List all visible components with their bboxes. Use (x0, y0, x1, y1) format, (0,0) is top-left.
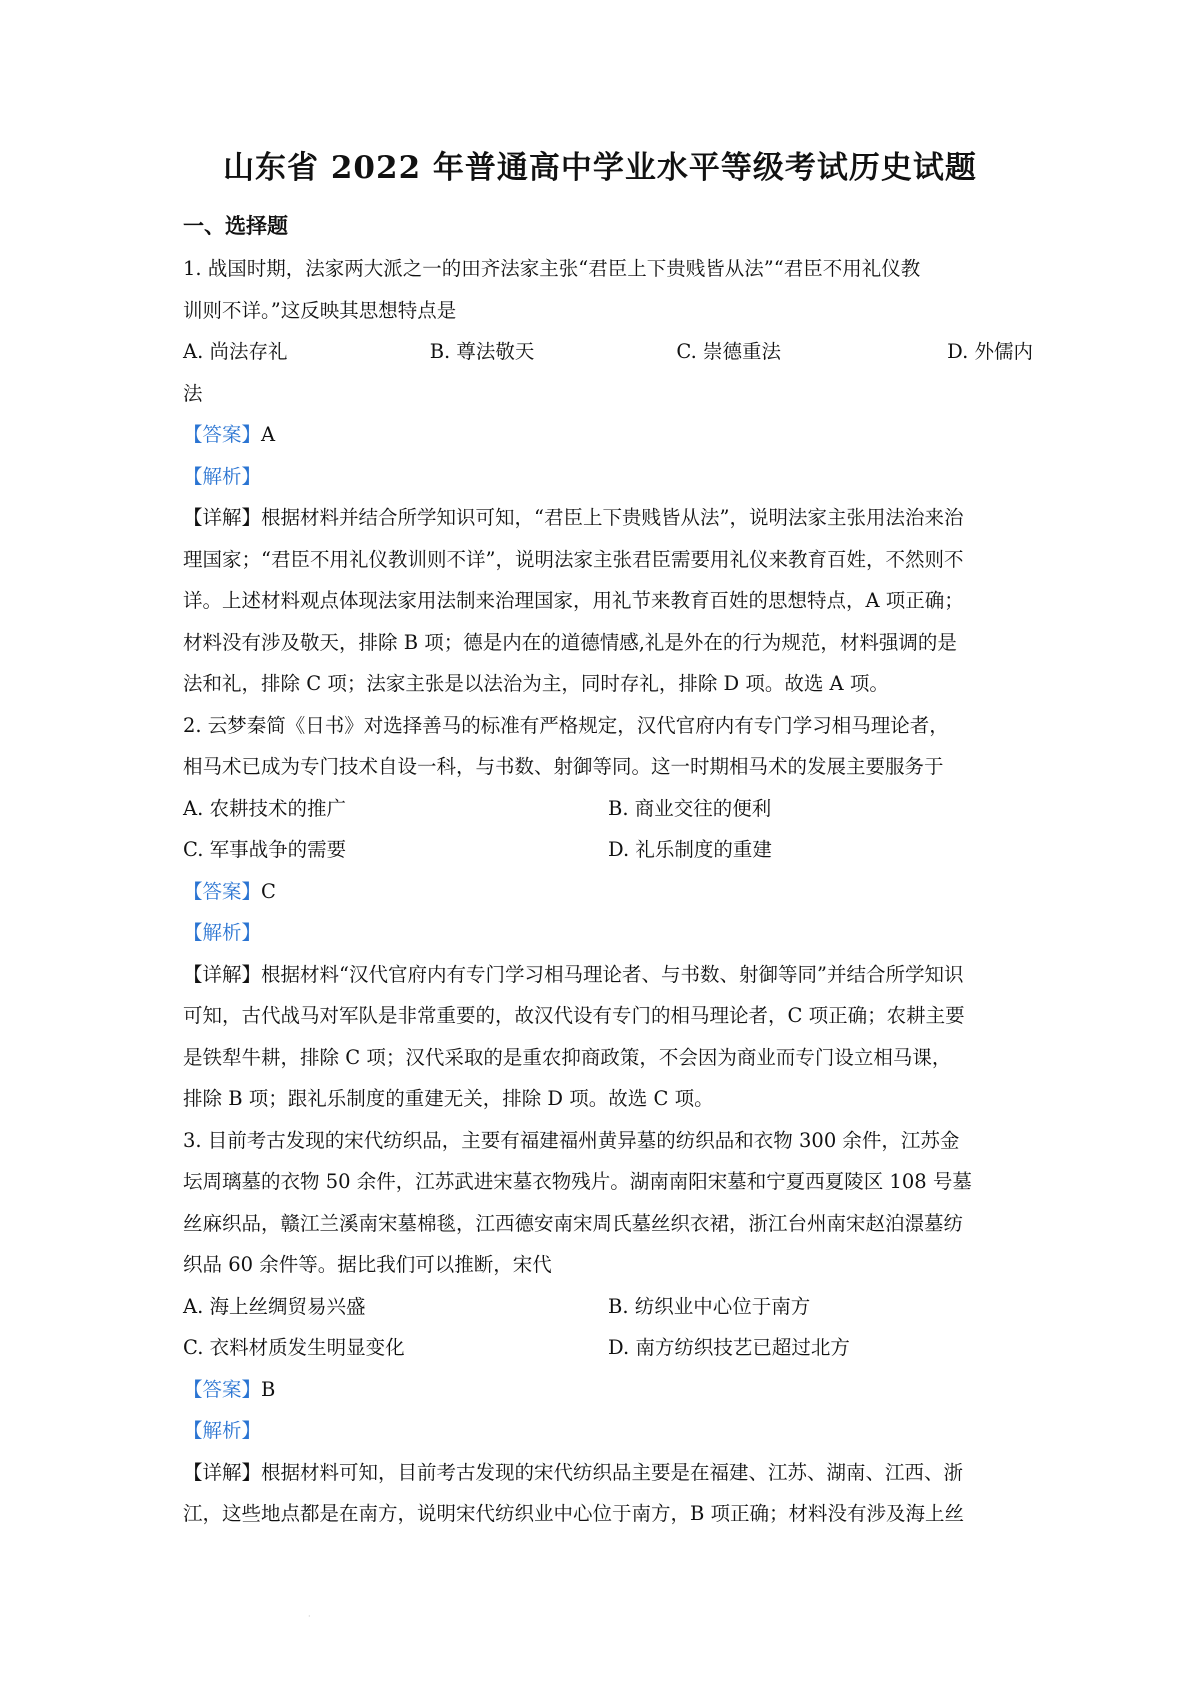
option-b: B. 商业交往的便利 (608, 796, 772, 820)
answer-label: 【答案】 (183, 1377, 262, 1401)
question-stem-line: 1. 战国时期，法家两大派之一的田齐法家主张“君臣上下贵贱皆从法”“君臣不用礼仪教 (183, 257, 921, 280)
option-d: D. 礼乐制度的重建 (608, 838, 772, 861)
option-c: C. 衣料材质发生明显变化 (183, 1336, 405, 1359)
detail-label: 【详解】 (183, 506, 262, 529)
analysis-label-line (183, 456, 1033, 498)
option-c: C. 崇德重法 (676, 340, 782, 363)
detail-text: 根据材料并结合所学知识可知，“君臣上下贵贱皆从法”，说明法家主张用法治来治 (261, 506, 964, 529)
detail-line: 理国家；“君臣不用礼仪教训则不详”，说明法家主张君臣需要用礼仪来教育百姓，不然则不 (183, 547, 964, 571)
options-row (183, 331, 1033, 373)
question-stem-line: 相马术已成为专门技术自设一科，与书数、射御等同。这一时期相马术的发展主要服务于 (183, 755, 944, 778)
options-row (183, 1327, 1033, 1369)
options-row (183, 1286, 1033, 1328)
answer-line (183, 1369, 1033, 1411)
detail-line: 可知，古代战马对军队是非常重要的，故汉代设有专门的相马理论者，C 项正确；农耕主要 (183, 1004, 965, 1027)
detail-line: 详。上述材料观点体现法家用法制来治理国家，用礼节来教育百姓的思想特点，A 项正确； (183, 589, 964, 612)
question-1 (183, 248, 1033, 705)
answer-label: 【答案】 (183, 423, 262, 446)
answer-value: C (261, 879, 276, 903)
question-stem-line: 丝麻织品，赣江兰溪南宋墓棉毯，江西德安南宋周氏墓丝织衣裙，浙江台州南宋赵泊澋墓纺 (183, 1211, 964, 1235)
answer-line (183, 871, 1033, 913)
option-wrap-line: 法 (183, 381, 203, 405)
question-stem-line: 2. 云梦秦简《日书》对选择善马的标准有严格规定，汉代官府内有专门学习相马理论者， (183, 713, 949, 737)
option-d: D. 南方纺织技艺已超过北方 (608, 1336, 850, 1359)
detail-line (183, 497, 1033, 539)
option-d: D. 外儒内 (947, 340, 1033, 363)
detail-line: 是铁犁牛耕，排除 C 项；汉代采取的是重农抑商政策，不会因为商业而专门设立相马课， (183, 1045, 952, 1069)
analysis-label-line (183, 1410, 1033, 1452)
answer-value: B (261, 1377, 276, 1401)
analysis-label: 【解析】 (183, 921, 262, 944)
question-3 (183, 1120, 1033, 1535)
option-a: A. 尚法存礼 (183, 340, 288, 363)
question-stem-line: 坛周璃墓的衣物 50 余件，江苏武进宋墓衣物残片。湖南南阳宋墓和宁夏西夏陵区 108 号墓 (183, 1170, 972, 1193)
detail-line: 排除 B 项；跟礼乐制度的重建无关，排除 D 项。故选 C 项。 (183, 1087, 714, 1110)
answer-line (183, 414, 1033, 456)
footer-mark: · (308, 1612, 311, 1621)
detail-text: 根据材料“汉代官府内有专门学习相马理论者、与书数、射御等同”并结合所学知识 (261, 962, 964, 986)
document-body (183, 204, 1033, 1535)
detail-line: 江，这些地点都是在南方，说明宋代纺织业中心位于南方，B 项正确；材料没有涉及海上丝 (183, 1502, 965, 1525)
detail-text: 根据材料可知，目前考古发现的宋代纺织品主要是在福建、江苏、湖南、江西、浙 (261, 1460, 964, 1484)
analysis-label-line (183, 912, 1033, 954)
option-b: B. 尊法敬天 (429, 340, 535, 363)
section-heading: 一、选择题 (183, 213, 288, 238)
options-row (183, 829, 1033, 871)
option-a: A. 海上丝绸贸易兴盛 (183, 1294, 366, 1318)
detail-line (183, 954, 1033, 996)
option-b: B. 纺织业中心位于南方 (608, 1294, 811, 1318)
analysis-label: 【解析】 (183, 464, 262, 488)
detail-label: 【详解】 (183, 962, 262, 986)
options-row (183, 788, 1033, 830)
option-a: A. 农耕技术的推广 (183, 796, 346, 820)
detail-line: 法和礼，排除 C 项；法家主张是以法治为主，同时存礼，排除 D 项。故选 A 项。 (183, 672, 889, 695)
question-stem-line: 训则不详。”这反映其思想特点是 (183, 298, 457, 322)
answer-value: A (261, 423, 276, 446)
detail-line: 材料没有涉及敬天，排除 B 项；德是内在的道德情感,礼是外在的行为规范，材料强调的是 (183, 630, 957, 654)
detail-line (183, 1452, 1033, 1494)
question-stem-line: 织品 60 余件等。据比我们可以推断，宋代 (183, 1253, 552, 1276)
detail-label: 【详解】 (183, 1460, 262, 1484)
question-2 (183, 705, 1033, 1120)
page-title: 山东省 2022 年普通高中学业水平等级考试历史试题 (223, 150, 977, 186)
question-stem-line: 3. 目前考古发现的宋代纺织品，主要有福建福州黄异墓的纺织品和衣物 300 余件，江苏金 (183, 1128, 960, 1152)
option-c: C. 军事战争的需要 (183, 838, 347, 861)
answer-label: 【答案】 (183, 879, 262, 903)
analysis-label: 【解析】 (183, 1419, 262, 1442)
